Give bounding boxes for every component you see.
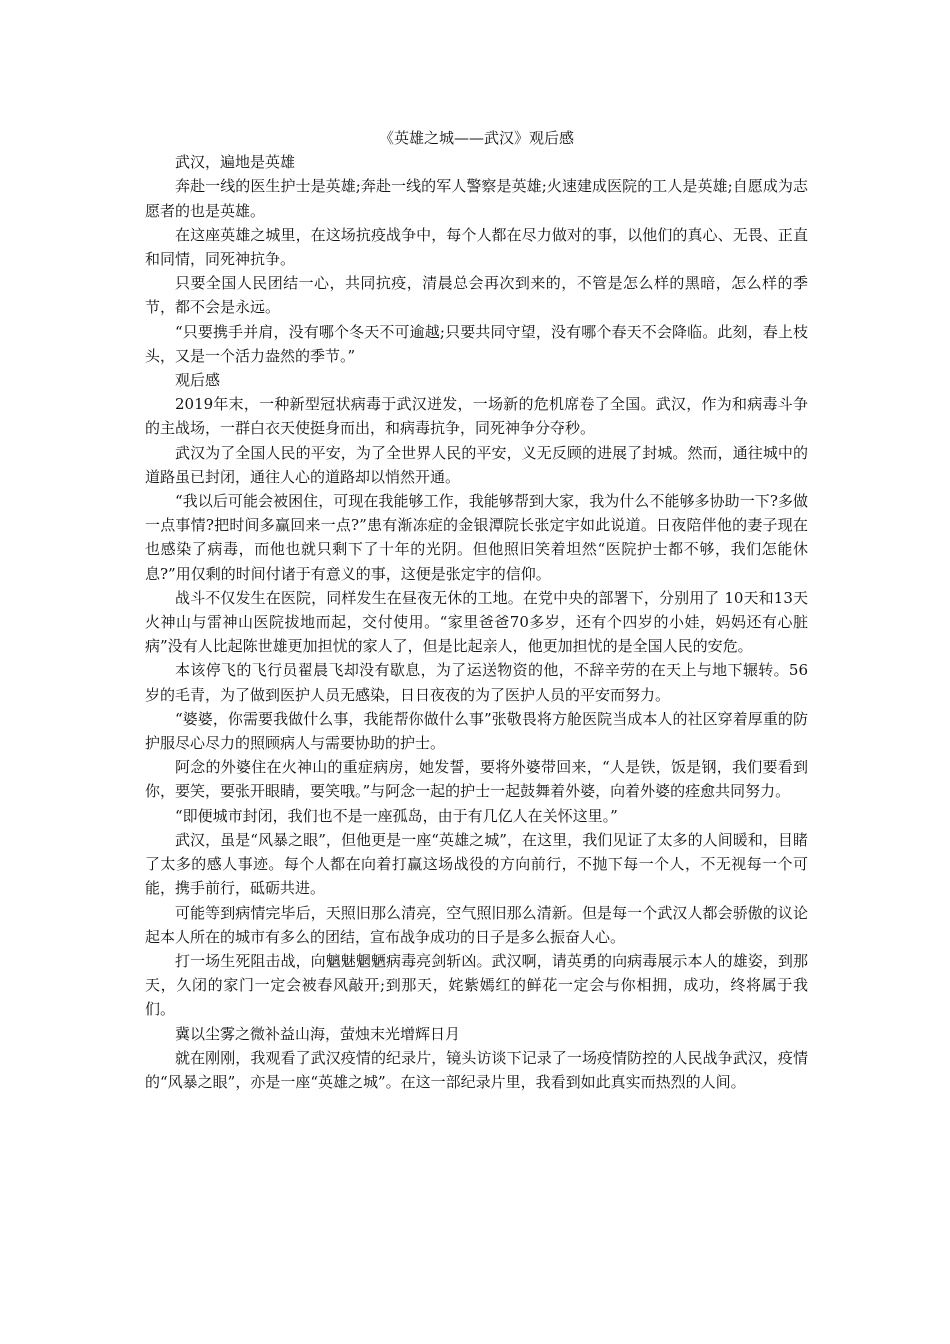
paragraph: 观后感 <box>175 371 221 390</box>
paragraph: 本该停飞的飞行员翟晨飞却没有歇息，为了运送物资的他，不辞辛劳的在天上与地下辗转。56岁的毛青，为了做到医护人员无感染，日日夜夜的为了医护人员的平安而努力。 <box>145 661 808 704</box>
paragraph: 只要全国人民团结一心，共同抗疫，清晨总会再次到来的，不管是怎么样的黑暗，怎么样的季节，都不会是永远。 <box>145 274 808 317</box>
paragraph: 在这座英雄之城里，在这场抗疫战争中，每个人都在尽力做对的事，以他们的真心、无畏、正直和同情，同死神抗争。 <box>145 225 808 269</box>
paragraph: “即便城市封闭，我们也不是一座孤岛，由于有几亿人在关怀这里。” <box>175 806 618 825</box>
paragraph: 可能等到病情完毕后，天照旧那么清亮，空气照旧那么清新。但是每一个武汉人都会骄傲的议论起本人所在的城市有多么的团结，宣布战争成功的日子是多么振奋人心。 <box>145 903 808 946</box>
paragraph: “婆婆，你需要我做什么事，我能帮你做什么事”张敬畏将方舱医院当成本人的社区穿着厚重的防护服尽心尽力的照顾病人与需要协助的护士。 <box>145 709 808 753</box>
paragraph: “只要携手并肩，没有哪个冬天不可逾越;只要共同守望，没有哪个春天不会降临。此刻，春上枝头，又是一个活力盎然的季节。” <box>145 322 808 365</box>
paragraph: 打一场生死阻击战，向魑魅魍魉病毒亮剑斩凶。武汉啊，请英勇的向病毒展示本人的雄姿，到那天，久闭的家门一定会被春风敲开;到那天，姹紫嫣红的鲜花一定会与你相拥，成功，终将属于我们。 <box>145 951 808 1019</box>
paragraph: 就在刚刚，我观看了武汉疫情的纪录片，镜头访谈下记录了一场疫情防控的人民战争武汉，疫情的“风暴之眼”，亦是一座“英雄之城”。在这一部纪录片里，我看到如此真实而热烈的人间。 <box>145 1048 808 1091</box>
document-body <box>145 126 808 1094</box>
paragraph: 武汉为了全国人民的平安，为了全世界人民的平安，义无反顾的进展了封城。然而，通往城中的道路虽已封闭，通往人心的道路却以悄然开通。 <box>145 443 808 486</box>
paragraph: 奔赴一线的医生护士是英雄;奔赴一线的军人警察是英雄;火速建成医院的工人是英雄;自愿成为志愿者的也是英雄。 <box>145 177 808 220</box>
paragraph: 冀以尘雾之微补益山海，萤烛末光增辉日月 <box>175 1024 461 1043</box>
paragraph: “我以后可能会被困住，可现在我能够工作，我能够帮到大家，我为什么不能够多协助一下?多做一点事情?把时间多赢回来一点?”患有渐冻症的金银潭院长张定宇如此说道。日夜陪伴他的妻子现在也感染了病毒，而他也就只剩下了十年的光阴。但他照旧笑着坦然“医院护士都不够，我们怎能休息?”用仅剩的时间付诸于有意义的事，这便是张定宇的信仰。 <box>145 492 808 583</box>
paragraph: 武汉，虽是“风暴之眼”，但他更是一座“英雄之城”，在这里，我们见证了太多的人间暖和，目睹了太多的感人事迹。每个人都在向着打赢这场战役的方向前行，不抛下每一个人，不无视每一个可能，携手前行，砥砺共进。 <box>145 830 808 898</box>
paragraph: 武汉，遍地是英雄 <box>175 153 296 172</box>
paragraph: 2019年末，一种新型冠状病毒于武汉迸发，一场新的危机席卷了全国。武汉，作为和病毒斗争的主战场，一群白衣天使挺身而出，和病毒抗争，同死神争分夺秒。 <box>145 395 808 438</box>
paragraph: 阿念的外婆住在火神山的重症病房，她发誓，要将外婆带回来，“人是铁，饭是钢，我们要看到你，要笑，要张开眼睛，要笑哦。”与阿念一起的护士一起鼓舞着外婆，向着外婆的痊愈共同努力。 <box>145 758 808 801</box>
paragraph: 战斗不仅发生在医院，同样发生在昼夜无休的工地。在党中央的部署下，分别用了 10天和13天火神山与雷神山医院拔地而起，交付使用。“家里爸爸70多岁，还有个四岁的小娃，妈妈还有心脏病”没有人比起陈世雄更加担忧的家人了，但是比起亲人，他更加担忧的是全国人民的安危。 <box>145 588 808 656</box>
document-title: 《英雄之城——武汉》观后感 <box>378 129 574 147</box>
